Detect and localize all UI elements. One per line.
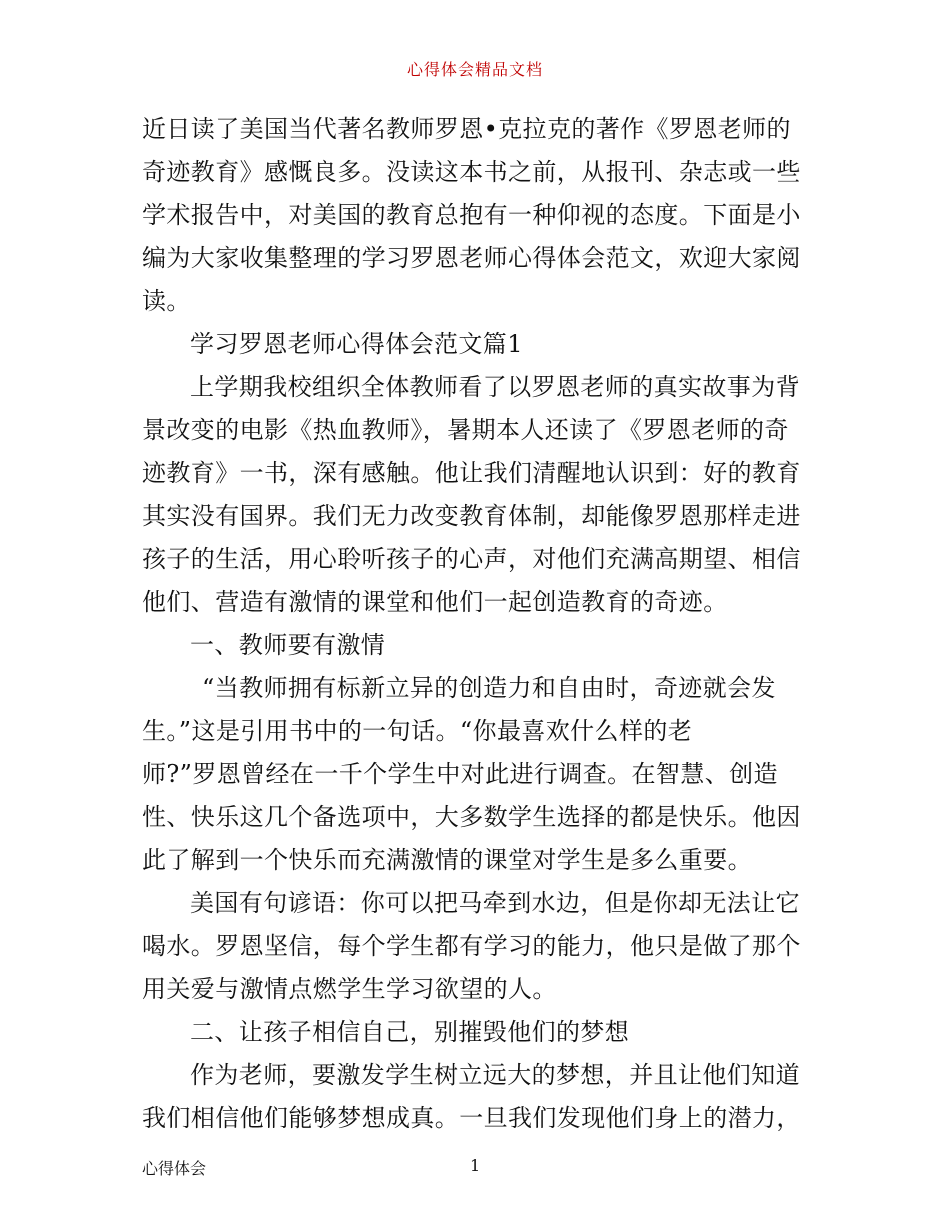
text-line: 读。 [142,287,191,315]
text-line: 喝水。罗恩坚信，每个学生都有学习的能力，他只是做了那个 [142,932,801,960]
text-line: 奇迹教育》感慨良多。没读这本书之前，从报刊、杂志或一些 [142,158,801,186]
text-line: 性、快乐这几个备选项中，大多数学生选择的都是快乐。他因 [142,803,801,831]
subheading-1: 一、教师要有激情 [190,631,386,659]
text-line: 其实没有国界。我们无力改变教育体制，却能像罗恩那样走进 [142,502,801,530]
subheading-2: 二、让孩子相信自己，别摧毁他们的梦想 [190,1018,630,1046]
footer-label: 心得体会 [142,1159,207,1178]
text-line: 迹教育》一书，深有感触。他让我们清醒地认识到：好的教育 [142,459,801,487]
text-line: 他们、营造有激情的课堂和他们一起创造教育的奇迹。 [142,588,728,616]
text-line: 孩子的生活，用心聆听孩子的心声，对他们充满高期望、相信 [142,545,801,573]
text-line: 生。”这是引用书中的一句话。“你最喜欢什么样的老 [142,717,693,745]
text-line: 学术报告中，对美国的教育总抱有一种仰视的态度。下面是小 [142,201,801,229]
text-line: 作为老师，要激发学生树立远大的梦想，并且让他们知道 [190,1061,800,1089]
page-number: 1 [470,1156,481,1175]
text-line: 用关爱与激情点燃学生学习欲望的人。 [142,975,557,1003]
text-line: 美国有句谚语：你可以把马牵到水边，但是你却无法让它 [190,889,800,917]
text-line: 近日读了美国当代著名教师罗恩•克拉克的著作《罗恩老师的 [142,115,791,143]
page-header-title: 心得体会精品文档 [406,60,543,79]
text-line: 编为大家收集整理的学习罗恩老师心得体会范文，欢迎大家阅 [142,244,801,272]
section-title: 学习罗恩老师心得体会范文篇1 [190,330,523,358]
quote-line: “当教师拥有标新立异的创造力和自由时，奇迹就会发 [202,674,776,702]
text-line: 我们相信他们能够梦想成真。一旦我们发现他们身上的潜力， [142,1104,801,1132]
text-line: 此了解到一个快乐而充满激情的课堂对学生是多么重要。 [142,846,752,874]
text-line: 上学期我校组织全体教师看了以罗恩老师的真实故事为背 [190,373,800,401]
text-line: 师?”罗恩曾经在一千个学生中对此进行调查。在智慧、创造 [142,760,778,788]
text-line: 景改变的电影《热血教师》，暑期本人还读了《罗恩老师的奇 [142,416,789,444]
document-body [142,108,814,1140]
